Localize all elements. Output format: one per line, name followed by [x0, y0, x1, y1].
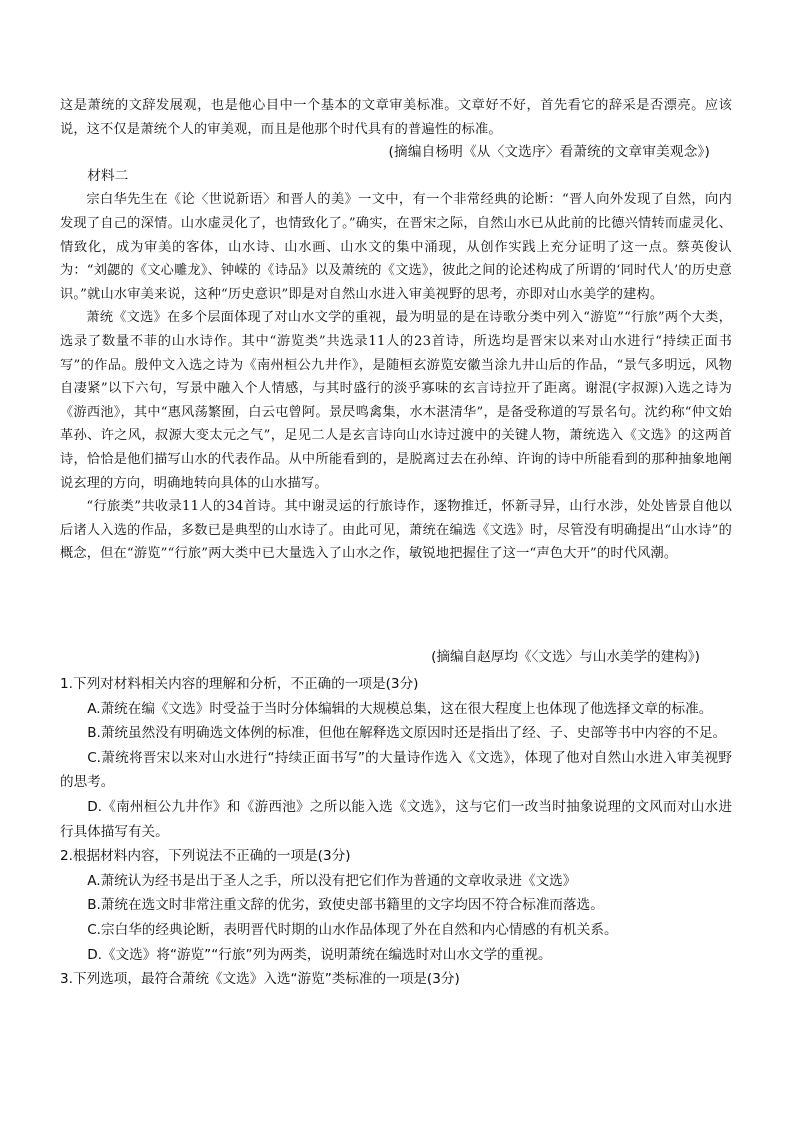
question-2-option-d: D.《文选》将“游览”“行旅”列为两类，说明萧统在编选时对山水文学的重视。 [87, 946, 552, 963]
material-2-paragraph-2: 萧统《文选》在多个层面体现了对山水文学的重视，最为明显的是在诗歌分类中列入“游览”“行旅”两个大类，选录了数量不菲的山水诗作。其中“游览类”共选录11人的23首诗，所选均是晋宋以来对山水进行“持续正面书写”的作品。殷仲文入选之诗为《南州桓公九井作》，是随桓玄游览安徽当涂九井山后的作品，“景气多明远，风物自凄紧”以下六句，写景中融入个人情感，与其时盛行的淡乎寡味的玄言诗拉开了距离。谢混(字叔源)入选之诗为《游西池》，其中“惠风荡繁囿，白云屯曾阿。景昃鸣禽集，水木湛清华”，是备受称道的写景名句。沈约称“仲文始革孙、许之风，叔源大变太元之气”，足见二人是玄言诗向山水诗过渡中的关键人物，萧统选入《文选》的这两首诗，恰恰是他们描写山水的代表作品。从中所能看到的，是脱离过去在孙绰、许询的诗中所能看到的那种抽象地阐说玄理的方向，明确地转向具体的山水描写。 [60, 310, 732, 491]
question-1 [60, 672, 732, 844]
article-excerpt [60, 94, 732, 566]
material-2-heading: 材料二 [87, 167, 129, 184]
question-1-option-c: C.萧统将晋宋以来对山水进行“持续正面书写”的大量诗作选入《文选》，体现了他对自然山水进入审美视野的思考。 [60, 749, 732, 791]
source-citation-2-wrap [60, 646, 732, 670]
questions-section [60, 672, 732, 992]
question-1-option-b: B.萧统虽然没有明确选文体例的标准，但他在解释选文原因时还是指出了经、子、史部等书中内容的不足。 [87, 725, 727, 742]
question-2-stem: 2.根据材料内容，下列说法不正确的一项是(3分) [60, 848, 351, 865]
question-1-stem: 1.下列对材料相关内容的理解和分析，不正确的一项是(3分) [60, 676, 419, 692]
question-3-stem: 3.下列选项，最符合萧统《文选》入选“游览”类标准的一项是(3分) [60, 971, 460, 988]
material-2-paragraph-1: 宗白华先生在《论〈世说新语〉和晋人的美》一文中，有一个非常经典的论断：“晋人向外发现了自然，向内发现了自己的深情。山水虚灵化了，也情致化了。”确实，在晋宋之际，自然山水已从此前的比德兴情转而虚灵化、情致化，成为审美的客体，山水诗、山水画、山水文的集中涌现，从创作实践上充分证明了这一点。蔡英俊认为：“刘勰的《文心雕龙》、钟嵘的《诗品》以及萧统的《文选》，彼此之间的论述构成了所谓的‘同时代人’的历史意识。”就山水审美来说，这种“历史意识”即是对自然山水进入审美视野的思考，亦即对山水美学的建构。 [60, 192, 732, 302]
question-3 [60, 967, 732, 992]
question-2-option-c: C.宗白华的经典论断，表明晋代时期的山水作品体现了外在自然和内心情感的有机关系。 [87, 921, 618, 938]
question-1-option-a: A.萧统在编《文选》时受益于当时分体编辑的大规模总集，这在很大程度上也体现了他选择文章的标准。 [87, 700, 713, 717]
question-2-option-b: B.萧统在选文时非常注重文辞的优劣，致使史部书籍里的文字均因不符合标准而落选。 [87, 897, 604, 914]
question-2-option-a: A.萧统认为经书是出于圣人之手，所以没有把它们作为普通的文章收录进《文选》 [87, 872, 577, 889]
question-1-option-d: D.《南州桓公九井作》和《游西池》之所以能入选《文选》，这与它们一改当时抽象说理的文风而对山水进行具体描写有关。 [60, 798, 732, 840]
top-paragraph: 这是萧统的文辞发展观，也是他心目中一个基本的文章审美标准。文章好不好，首先看它的辞采是否漂亮。应该说，这不仅是萧统个人的审美观，而且是他那个时代具有的普遍性的标准。 [60, 98, 732, 137]
source-citation-1: (摘编自杨明《从〈文选序〉看萧统的文章审美观念》) [388, 144, 710, 161]
material-2-paragraph-3: “行旅类”共收录11人的34首诗。其中谢灵运的行旅诗作，逐物推迁，怀新寻异，山行水涉，处处皆景自他以后诸人入选的作品，多数已是典型的山水诗了。由此可见，萧统在编选《文选》时，尽管没有明确提出“山水诗”的概念，但在“游览”“行旅”两大类中已大量选入了山水之作，敏锐地把握住了这一“声色大开”的时代风潮。 [60, 499, 732, 562]
source-citation-2: (摘编自赵厚均《〈文选〉与山水美学的建构》) [431, 649, 700, 665]
question-2 [60, 844, 732, 967]
